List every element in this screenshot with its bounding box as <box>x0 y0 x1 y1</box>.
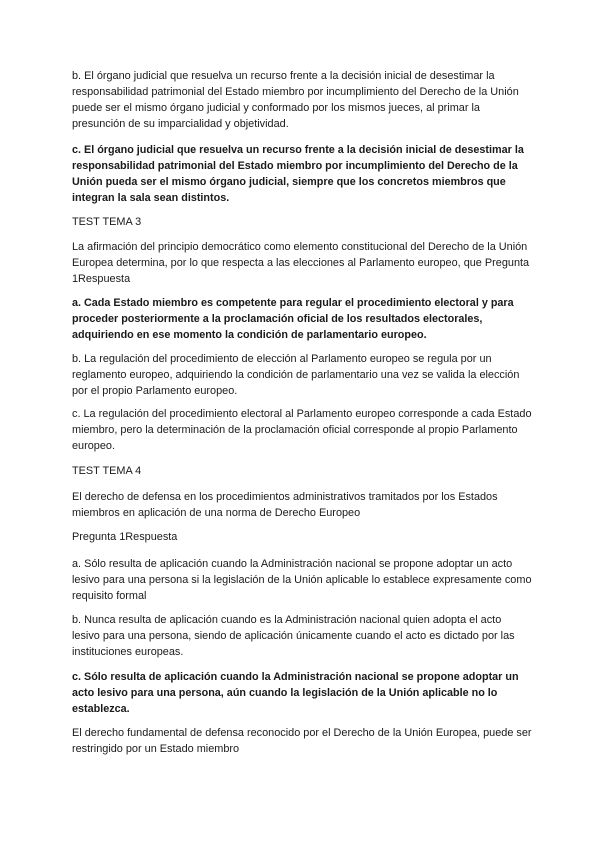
answer-option-a-tema4: a. Sólo resulta de aplicación cuando la Administración nacional se propone adoptar un acto lesivo para una persona si la legislación de la Unión aplicable lo establece expresamente como requisito formal <box>72 558 532 602</box>
question-tema4: El derecho de defensa en los procedimientos administrativos tramitados por los Estados miembros en aplicación de una norma de Derecho Europeo <box>72 491 498 519</box>
question-defensa-restriccion: El derecho fundamental de defensa reconocido por el Derecho de la Unión Europea, puede ser restringido por un Estado miembro <box>72 727 532 755</box>
section-heading-test-tema-4: TEST TEMA 4 <box>72 465 142 477</box>
answer-option-c-tema4-correct: c. Sólo resulta de aplicación cuando la Administración nacional se propone adoptar un acto lesivo para una persona, aún cuando la legislación de la Unión aplicable no lo establezca. <box>72 671 519 715</box>
answer-option-b-tema4: b. Nunca resulta de aplicación cuando es la Administración nacional quien adopta el acto lesivo para una persona, siendo de aplicación únicamente cuando el acto es dictado por las instituciones europeas. <box>72 614 515 658</box>
section-heading-test-tema-3: TEST TEMA 3 <box>72 216 142 228</box>
question-tema3: La afirmación del principio democrático como elemento constitucional del Derecho de la Unión Europea determina, por lo que respecta a las elecciones al Parlamento europeo, que Pregunta 1Respuesta <box>72 241 530 285</box>
answer-option-c-tema2-correct: c. El órgano judicial que resuelva un recurso frente a la decisión inicial de desestimar la responsabilidad patrimonial del Estado miembro por incumplimiento del Derecho de la Unión pueda ser el mismo órgano judicial, siempre que los concretos miembros que integran la sala sean distintos. <box>72 144 524 204</box>
question-label: Pregunta 1Respuesta <box>72 531 178 543</box>
answer-option-b-tema2: b. El órgano judicial que resuelva un recurso frente a la decisión inicial de desestimar la responsabilidad patrimonial del Estado miembro por incumplimiento del Derecho de la Unión puede ser el mismo órgano judicial y conformado por los mismos jueces, al primar la presunción de su imparcialidad y objetividad. <box>72 70 519 130</box>
answer-option-b-tema3: b. La regulación del procedimiento de elección al Parlamento europeo se regula por un reglamento europeo, adquiriendo la condición de parlamentario una vez se valida la elección por el propio Parlamento europeo. <box>72 353 520 397</box>
answer-option-a-tema3-correct: a. Cada Estado miembro es competente para regular el procedimiento electoral y para proceder posteriormente a la proclamación oficial de los resultados electorales, adquiriendo en ese momento la condición de parlamentario europeo. <box>72 297 514 341</box>
answer-option-c-tema3: c. La regulación del procedimiento electoral al Parlamento europeo corresponde a cada Estado miembro, pero la determinación de la proclamación oficial corresponde al propio Parlamento europeo. <box>72 408 532 452</box>
